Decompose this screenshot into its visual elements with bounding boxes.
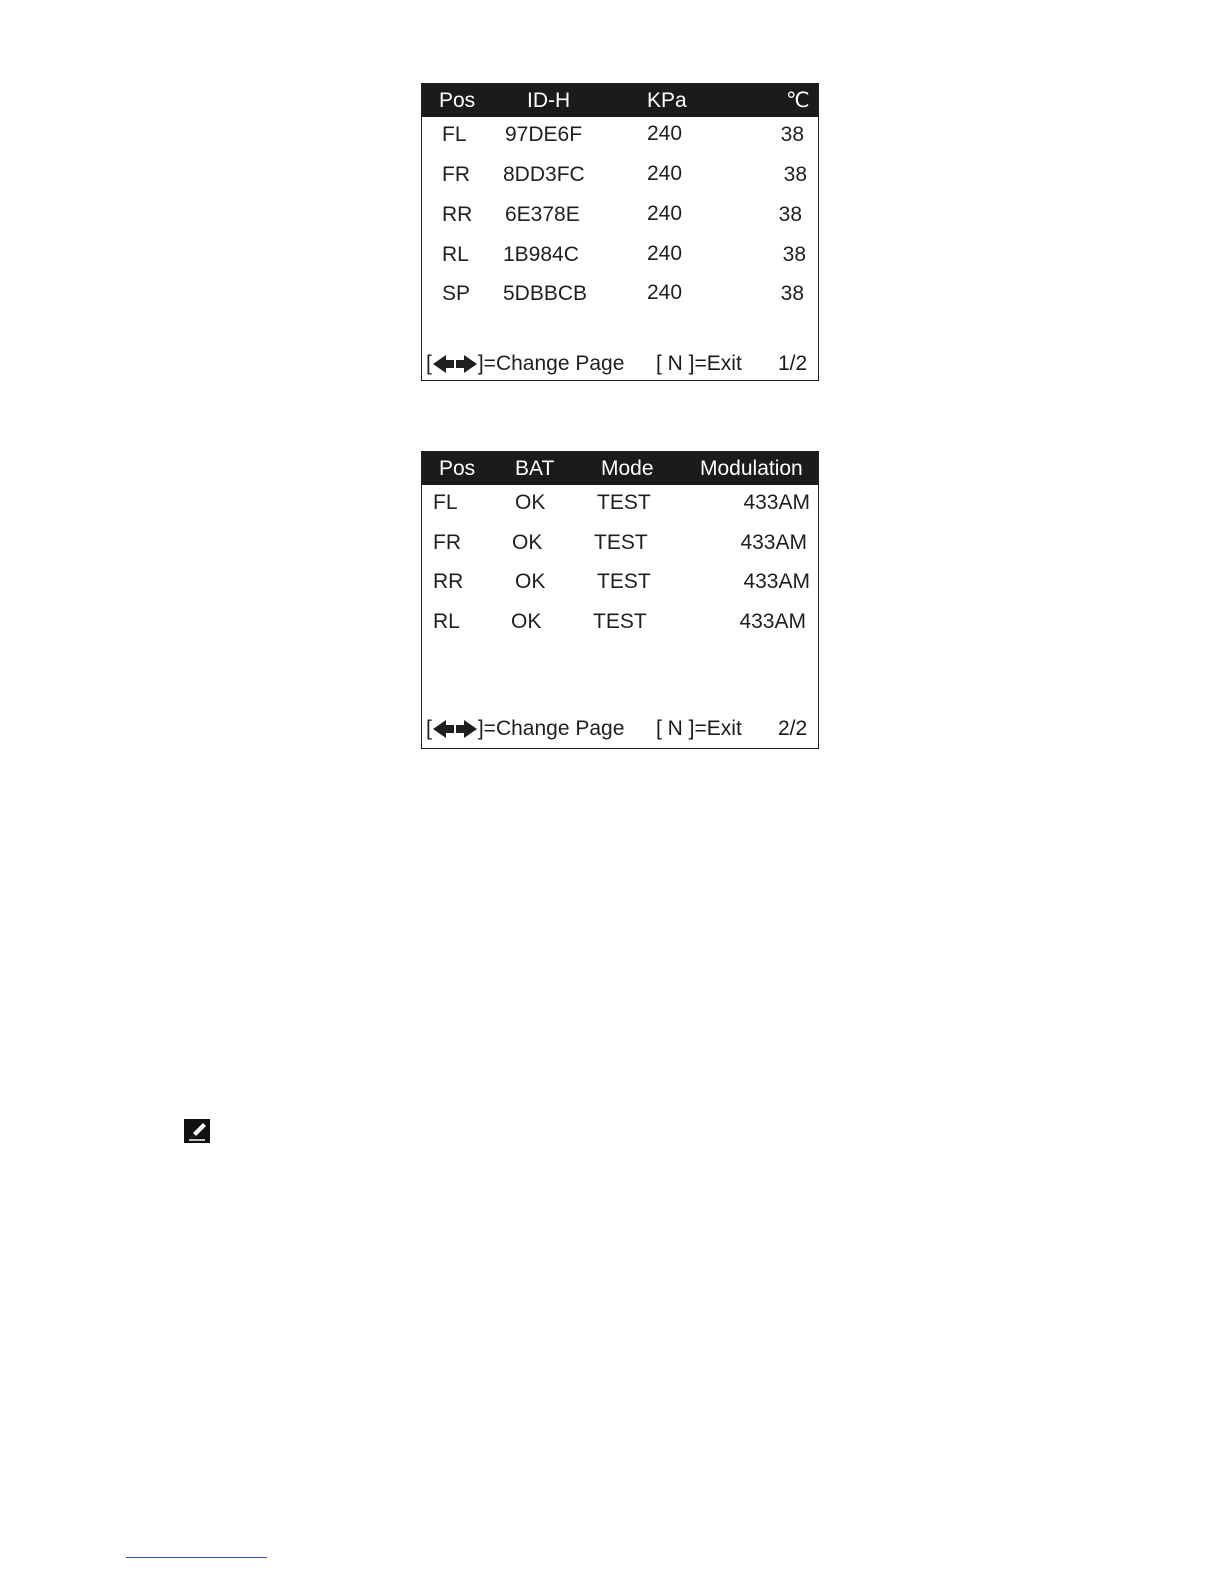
row-bat: OK — [512, 531, 543, 554]
row-mode: TEST — [594, 531, 648, 554]
footnote-rule — [126, 1557, 267, 1558]
row-kpa: 240 — [647, 281, 683, 304]
page-indicator: 1/2 — [778, 352, 808, 375]
row-pos: FR — [442, 163, 470, 186]
tpms-screen-page-1 — [421, 83, 819, 381]
row-mode: TEST — [593, 610, 647, 633]
row-pos: FR — [433, 531, 461, 554]
row-id: 5DBBCB — [503, 282, 588, 305]
row-bat: OK — [515, 491, 546, 514]
row-temp: 38 — [780, 282, 804, 305]
row-id: 1B984C — [503, 243, 579, 266]
row-pos: RR — [442, 203, 473, 226]
header-modulation: Modulation — [700, 457, 803, 480]
header-bat: BAT — [515, 457, 555, 480]
row-mode: TEST — [597, 491, 651, 514]
footer-change-page — [426, 350, 624, 378]
header-pos: Pos — [439, 89, 476, 112]
footer-change-page-label: ]=Change Page — [477, 717, 625, 740]
row-temp: 38 — [778, 203, 802, 226]
pencil-note-icon — [184, 1119, 210, 1143]
row-bat: OK — [515, 570, 546, 593]
row-modulation: 433AM — [743, 570, 810, 593]
row-pos: SP — [442, 282, 471, 305]
left-right-arrows-icon — [433, 719, 477, 739]
tpms-screen-page-2 — [421, 451, 819, 749]
header-mode: Mode — [601, 457, 654, 480]
row-temp: 38 — [782, 243, 806, 266]
row-id: 8DD3FC — [503, 163, 585, 186]
row-id: 6E378E — [505, 203, 580, 226]
table-header — [422, 452, 818, 485]
row-modulation: 433AM — [740, 531, 807, 554]
row-pos: RL — [433, 610, 460, 633]
row-id: 97DE6F — [505, 123, 583, 146]
header-pos: Pos — [439, 457, 476, 480]
row-kpa: 240 — [647, 242, 683, 265]
row-mode: TEST — [597, 570, 651, 593]
footer-exit-label: [ N ]=Exit — [656, 352, 742, 375]
row-temp: 38 — [780, 123, 804, 146]
row-modulation: 433AM — [743, 491, 810, 514]
left-right-arrows-icon — [433, 354, 477, 374]
row-bat: OK — [511, 610, 542, 633]
page-indicator: 2/2 — [778, 717, 808, 740]
row-kpa: 240 — [647, 122, 683, 145]
row-pos: RL — [442, 243, 469, 266]
header-id: ID-H — [527, 89, 571, 112]
table-header — [422, 84, 818, 117]
row-temp: 38 — [783, 163, 807, 186]
row-modulation: 433AM — [739, 610, 806, 633]
footer-open-bracket: [ — [426, 717, 432, 740]
footer-exit-label: [ N ]=Exit — [656, 717, 742, 740]
footer-change-page — [426, 715, 624, 743]
header-temp: ℃ — [786, 89, 810, 112]
header-kpa: KPa — [647, 89, 687, 112]
footer-open-bracket: [ — [426, 352, 432, 375]
row-kpa: 240 — [647, 162, 683, 185]
row-pos: FL — [433, 491, 458, 514]
footer-change-page-label: ]=Change Page — [477, 352, 625, 375]
row-pos: FL — [442, 123, 467, 146]
row-kpa: 240 — [647, 202, 683, 225]
row-pos: RR — [433, 570, 464, 593]
